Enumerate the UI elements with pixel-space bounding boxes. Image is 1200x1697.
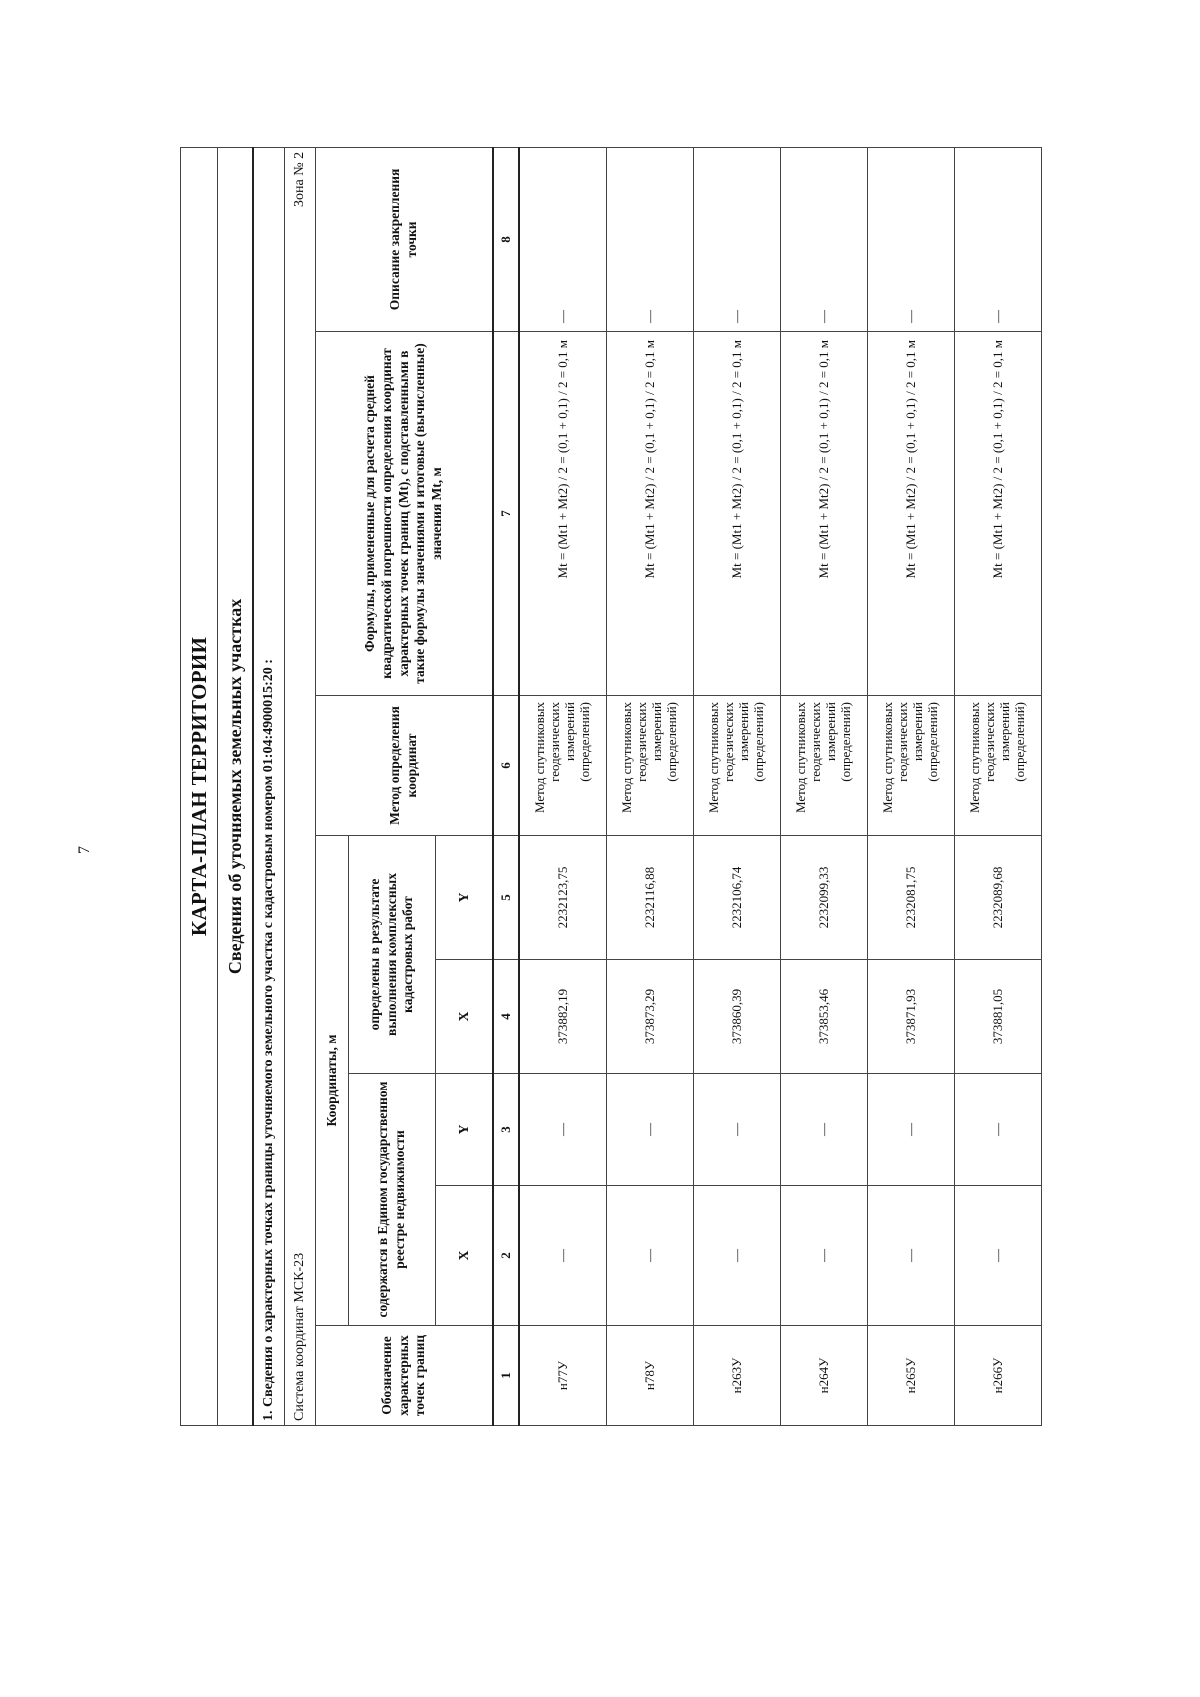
- table-row: [955, 147, 1042, 1425]
- header-registry-group: содержатся в Едином государственном реестре недвижимости: [349, 1074, 436, 1326]
- method-cell: Метод спутниковых геодезических измерений (определений): [868, 696, 955, 836]
- coordinate-y: 2232081,75: [868, 836, 955, 960]
- registry-x: —: [607, 1186, 694, 1326]
- formula-cell: Mt = (Mt1 + Mt2) / 2 = (0,1 + 0,1) / 2 = 0,1 м: [694, 332, 781, 696]
- coordinate-x: 373853,46: [781, 960, 868, 1074]
- coordinate-x: 373871,93: [868, 960, 955, 1074]
- column-number: 2: [493, 1186, 519, 1326]
- column-number: 7: [493, 332, 519, 696]
- point-designation: н266У: [955, 1326, 1042, 1426]
- fixing-description: —: [694, 147, 781, 331]
- method-cell: Метод спутниковых геодезических измерений (определений): [607, 696, 694, 836]
- table-row: [868, 147, 955, 1425]
- cadastral-table: [180, 147, 1042, 1426]
- column-number: 4: [493, 960, 519, 1074]
- fixing-description: —: [781, 147, 868, 331]
- coordinate-system: Система координат МСК-23: [285, 696, 316, 1426]
- formula-cell: Mt = (Mt1 + Mt2) / 2 = (0,1 + 0,1) / 2 = 0,1 м: [868, 332, 955, 696]
- document-title: КАРТА-ПЛАН ТЕРРИТОРИИ: [181, 147, 218, 1425]
- registry-y: —: [868, 1074, 955, 1186]
- coordinate-y: 2232099,33: [781, 836, 868, 960]
- coordinate-x: 373881,05: [955, 960, 1042, 1074]
- column-number: 5: [493, 836, 519, 960]
- header-registry-x: X: [436, 1186, 494, 1326]
- point-designation: н77У: [519, 1326, 607, 1426]
- header-registry-y: Y: [436, 1074, 494, 1186]
- coordinate-x: 373882,19: [519, 960, 607, 1074]
- fixing-description: —: [955, 147, 1042, 331]
- header-point-designation: Обозначение характерных точек границ: [316, 1326, 494, 1426]
- point-designation: н263У: [694, 1326, 781, 1426]
- coordinate-y: 2232089,68: [955, 836, 1042, 960]
- fixing-description: —: [868, 147, 955, 331]
- header-fixing: Описание закрепления точки: [316, 147, 494, 331]
- method-cell: Метод спутниковых геодезических измерений (определений): [519, 696, 607, 836]
- page-number-text: 7: [76, 846, 93, 854]
- point-designation: н265У: [868, 1326, 955, 1426]
- registry-y: —: [607, 1074, 694, 1186]
- page-number: [70, 830, 100, 870]
- coordinate-y: 2232116,88: [607, 836, 694, 960]
- registry-x: —: [781, 1186, 868, 1326]
- point-designation: н264У: [781, 1326, 868, 1426]
- rotated-content: [180, 148, 1040, 1426]
- header-coordinates: Координаты, м: [316, 836, 349, 1326]
- header-cadastral-y: Y: [436, 836, 494, 960]
- header-cadastral-group: определены в результате выполнения комплексных кадастровых работ: [349, 836, 436, 1074]
- table-row: [519, 147, 607, 1425]
- registry-x: —: [868, 1186, 955, 1326]
- registry-y: —: [519, 1074, 607, 1186]
- formula-cell: Mt = (Mt1 + Mt2) / 2 = (0,1 + 0,1) / 2 = 0,1 м: [955, 332, 1042, 696]
- header-method: Метод определения координат: [316, 696, 494, 836]
- formula-cell: Mt = (Mt1 + Mt2) / 2 = (0,1 + 0,1) / 2 = 0,1 м: [519, 332, 607, 696]
- coordinate-y: 2232123,75: [519, 836, 607, 960]
- rotated-sheet: [180, 148, 1040, 1426]
- column-number: 3: [493, 1074, 519, 1186]
- fixing-description: —: [519, 147, 607, 331]
- fixing-description: —: [607, 147, 694, 331]
- header-cadastral-x: X: [436, 960, 494, 1074]
- table-row: [607, 147, 694, 1425]
- coordinate-x: 373873,29: [607, 960, 694, 1074]
- registry-y: —: [955, 1074, 1042, 1186]
- column-number: 6: [493, 696, 519, 836]
- column-number: 1: [493, 1326, 519, 1426]
- registry-y: —: [781, 1074, 868, 1186]
- coordinate-y: 2232106,74: [694, 836, 781, 960]
- header-formula: Формулы, примененные для расчета средней квадратической погрешности определения координат характерных точек границ (Mt), с подставленными в такие формулы значениями и итоговые (вычисленные) значения Mt, м: [316, 332, 494, 696]
- registry-x: —: [955, 1186, 1042, 1326]
- point-designation: н78У: [607, 1326, 694, 1426]
- table-row: [781, 147, 868, 1425]
- zone-label: Зона № 2: [285, 147, 316, 695]
- section-heading: 1. Сведения о характерных точках границы уточняемого земельного участка с кадастровым номером 01:04:4900015:20 :: [253, 147, 285, 1425]
- registry-x: —: [694, 1186, 781, 1326]
- registry-y: —: [694, 1074, 781, 1186]
- method-cell: Метод спутниковых геодезических измерений (определений): [781, 696, 868, 836]
- method-cell: Метод спутниковых геодезических измерений (определений): [694, 696, 781, 836]
- formula-cell: Mt = (Mt1 + Mt2) / 2 = (0,1 + 0,1) / 2 = 0,1 м: [781, 332, 868, 696]
- method-cell: Метод спутниковых геодезических измерений (определений): [955, 696, 1042, 836]
- formula-cell: Mt = (Mt1 + Mt2) / 2 = (0,1 + 0,1) / 2 = 0,1 м: [607, 332, 694, 696]
- registry-x: —: [519, 1186, 607, 1326]
- column-number: 8: [493, 147, 519, 331]
- document-subtitle: Сведения об уточняемых земельных участках: [218, 147, 254, 1425]
- table-row: [694, 147, 781, 1425]
- coordinate-x: 373860,39: [694, 960, 781, 1074]
